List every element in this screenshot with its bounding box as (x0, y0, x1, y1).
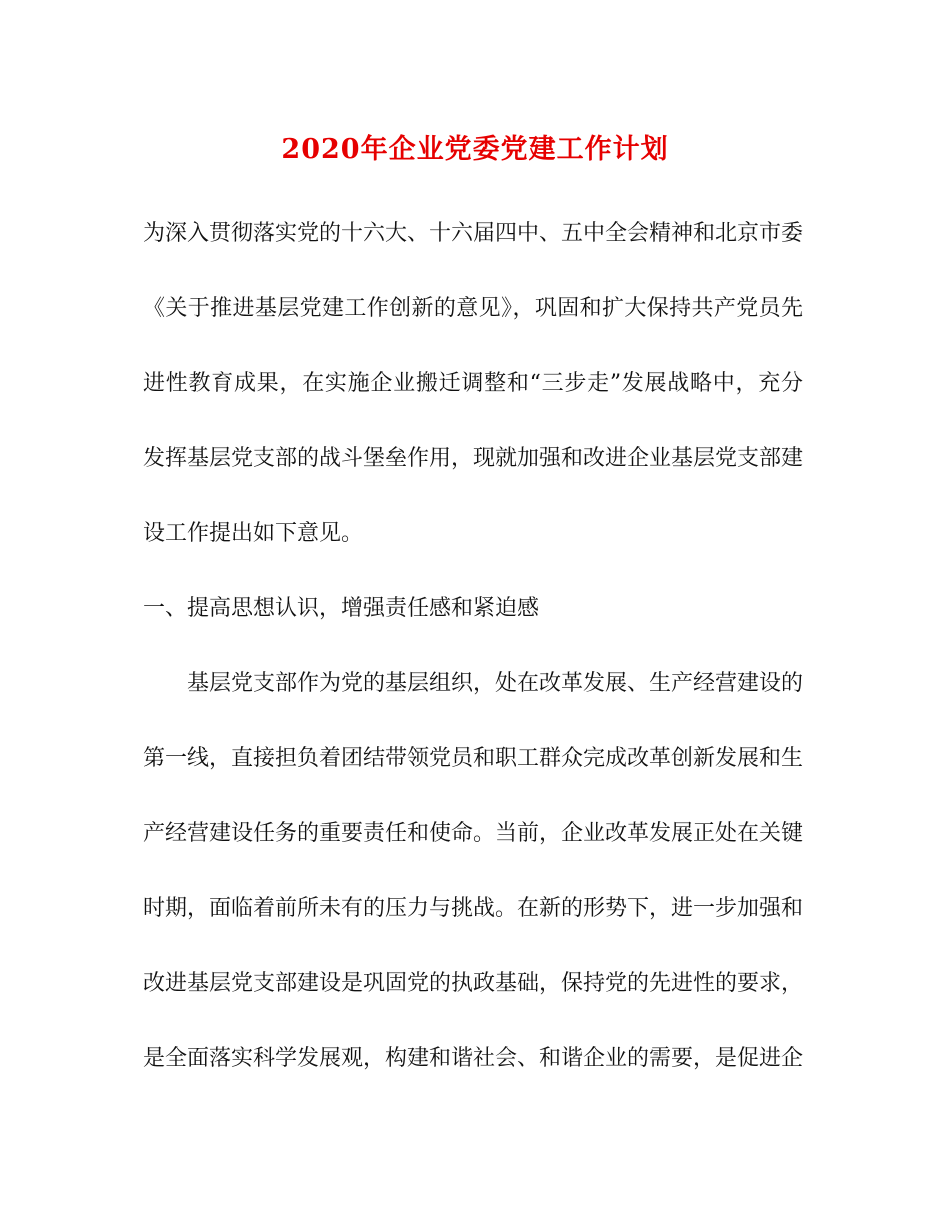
text-line: 为深入贯彻落实党的十六大、十六届四中、五中全会精神和北京市委 (143, 221, 803, 246)
text-line: 《关于推进基层党建工作创新的意见》，巩固和扩大保持共产党员先 (143, 296, 803, 321)
text-line: 进性教育成果，在实施企业搬迁调整和“三步走”发展战略中，充分 (143, 371, 803, 396)
text-line: 发挥基层党支部的战斗堡垒作用，现就加强和改进企业基层党支部建 (143, 446, 803, 471)
text-line: 设工作提出如下意见。 (143, 521, 364, 546)
text-line: 一、提高思想认识，增强责任感和紧迫感 (143, 596, 540, 621)
text-line: 产经营建设任务的重要责任和使命。当前，企业改革发展正处在关键 (143, 821, 803, 846)
text-line: 时期，面临着前所未有的压力与挑战。在新的形势下，进一步加强和 (143, 896, 803, 921)
text-line: 基层党支部作为党的基层组织，处在改革发展、生产经营建设的 (187, 671, 803, 696)
text-line: 改进基层党支部建设是巩固党的执政基础，保持党的先进性的要求， (143, 971, 803, 996)
text-line: 第一线，直接担负着团结带领党员和职工群众完成改革创新发展和生 (143, 746, 803, 771)
text-line: 是全面落实科学发展观，构建和谐社会、和谐企业的需要，是促进企 (143, 1046, 803, 1071)
document-title: 2020年企业党委党建工作计划 (281, 134, 669, 165)
document-body (143, 210, 803, 1110)
